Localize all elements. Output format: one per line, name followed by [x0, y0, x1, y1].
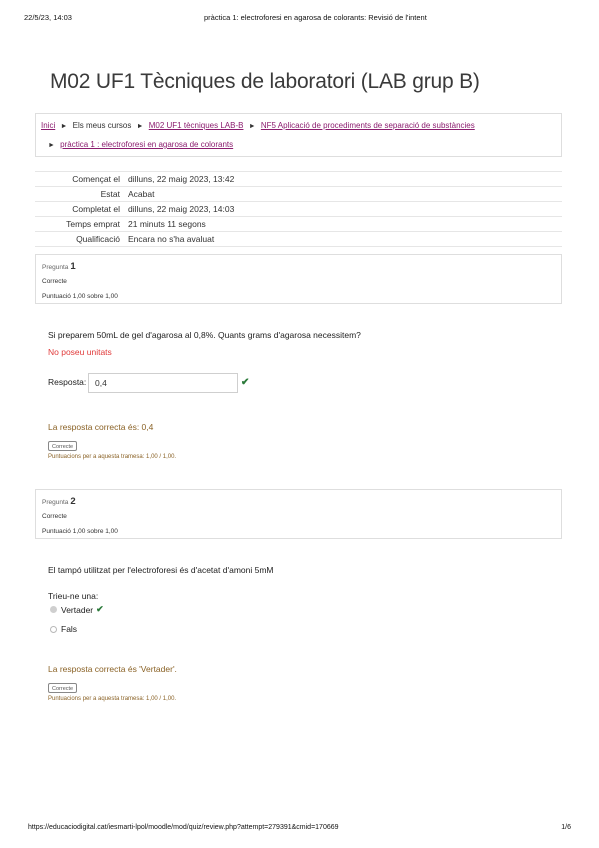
question-2-text: El tampó utilitzat per l'electroforesi és d'acetat d'amoni 5mM — [48, 565, 274, 575]
question-grade: Puntuació 1,00 sobre 1,00 — [42, 528, 118, 535]
question-state: Correcte — [42, 278, 67, 285]
check-icon: ✔ — [241, 377, 250, 388]
check-icon: ✔ — [96, 604, 104, 614]
question-1-text: Si preparem 50mL de gel d'agarosa al 0,8%. Quants grams d'agarosa necessitem? — [48, 330, 361, 340]
breadcrumb-my-courses[interactable]: Els meus cursos — [72, 121, 132, 130]
summary-label: Començat el — [35, 172, 125, 187]
radio-icon[interactable] — [50, 626, 57, 633]
breadcrumb-course-link[interactable]: M02 UF1 tècniques LAB-B — [148, 121, 244, 130]
question-2-points: Puntuacions per a aquesta tramesa: 1,00 / 1,00. — [48, 696, 177, 702]
summary-value: 21 minuts 11 segons — [125, 217, 562, 232]
summary-row — [35, 187, 562, 202]
summary-label: Completat el — [35, 202, 125, 217]
answer-label: Resposta: — [48, 377, 87, 387]
breadcrumb-activity-link[interactable]: pràctica 1 : electroforesi en agarosa de colorants — [60, 140, 234, 149]
summary-value: dilluns, 22 maig 2023, 13:42 — [125, 172, 562, 187]
question-number — [42, 261, 76, 272]
question-number-value: 2 — [70, 496, 76, 507]
question-1-correct-badge: Correcte — [48, 441, 77, 451]
summary-value: Encara no s'ha avaluat — [125, 232, 562, 247]
print-page-number: 1/6 — [561, 824, 571, 831]
question-label: Pregunta — [42, 264, 69, 271]
summary-value: dilluns, 22 maig 2023, 14:03 — [125, 202, 562, 217]
breadcrumb-arrow-icon: ► — [60, 123, 68, 130]
question-1-info — [35, 254, 562, 304]
question-state: Correcte — [42, 513, 67, 520]
summary-value: Acabat — [125, 187, 562, 202]
choose-one-label: Trieu-ne una: — [48, 591, 99, 601]
breadcrumb-section-link[interactable]: NF5 Aplicació de procediments de separació de substàncies — [260, 121, 475, 130]
print-header — [24, 13, 575, 25]
question-number — [42, 496, 76, 507]
question-2-info — [35, 489, 562, 539]
course-title: M02 UF1 Tècniques de laboratori (LAB grup B) — [50, 70, 480, 93]
option-true[interactable] — [50, 604, 104, 615]
breadcrumb-home-link[interactable]: Inici — [41, 121, 56, 130]
answer-input[interactable] — [88, 373, 238, 393]
question-1-correct-answer: La resposta correcta és: 0,4 — [48, 422, 154, 432]
breadcrumb — [35, 113, 562, 157]
print-date: 22/5/23, 14:03 — [24, 13, 72, 22]
summary-row — [35, 172, 562, 187]
question-2-correct-answer: La resposta correcta és 'Vertader'. — [48, 664, 177, 674]
question-1-points: Puntuacions per a aquesta tramesa: 1,00 / 1,00. — [48, 454, 177, 460]
option-label: Fals — [61, 624, 78, 634]
option-false[interactable] — [50, 624, 77, 634]
question-2-correct-badge: Correcte — [48, 683, 77, 693]
print-url: https://educaciodigital.cat/iesmarti-lpol/moodle/mod/quiz/review.php?attempt=279391&cmid=170669 — [28, 824, 339, 831]
breadcrumb-arrow-icon: ► — [136, 123, 144, 130]
summary-row — [35, 202, 562, 217]
attempt-summary-table — [35, 171, 562, 247]
breadcrumb-arrow-icon: ► — [48, 142, 55, 149]
radio-icon[interactable] — [50, 606, 57, 613]
breadcrumb-arrow-icon: ► — [248, 123, 256, 130]
summary-label: Temps emprat — [35, 217, 125, 232]
summary-row — [35, 217, 562, 232]
question-number-value: 1 — [70, 261, 76, 272]
question-label: Pregunta — [42, 499, 69, 506]
question-grade: Puntuació 1,00 sobre 1,00 — [42, 293, 118, 300]
summary-label: Estat — [35, 187, 125, 202]
print-page-title: pràctica 1: electroforesi en agarosa de colorants: Revisió de l'intent — [204, 13, 427, 22]
summary-label: Qualificació — [35, 232, 125, 247]
question-1-warning: No poseu unitats — [48, 347, 112, 357]
option-label: Vertader — [61, 604, 94, 615]
summary-row — [35, 232, 562, 247]
